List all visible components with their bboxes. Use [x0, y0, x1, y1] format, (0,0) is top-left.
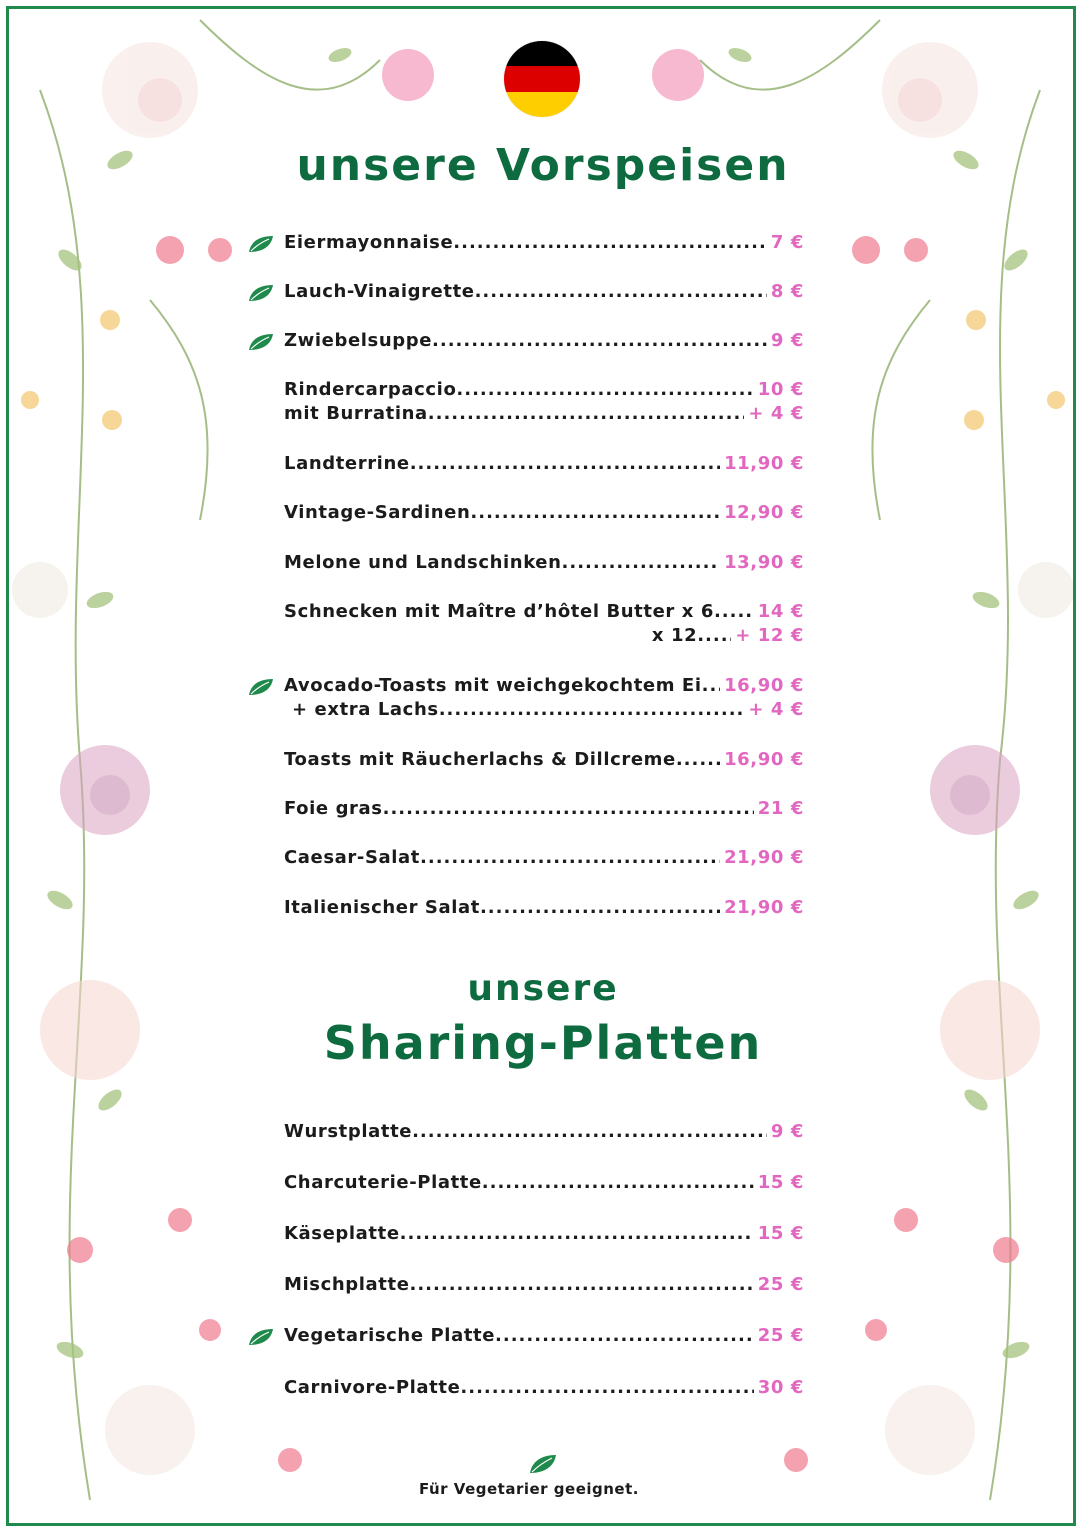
flag-stripe-red — [504, 66, 580, 91]
item-price: 15 € — [757, 1223, 804, 1244]
dot-leader — [470, 502, 720, 523]
item-name: Avocado-Toasts mit weichgekochtem Ei — [284, 675, 702, 696]
dot-leader — [439, 699, 745, 720]
item-price: 8 € — [770, 281, 804, 302]
starter-menu-item — [292, 699, 804, 721]
item-price: 25 € — [757, 1325, 804, 1346]
item-name: + extra Lachs — [292, 699, 439, 720]
item-name: Landterrine — [284, 453, 410, 474]
item-price: 25 € — [757, 1274, 804, 1295]
item-price: 15 € — [757, 1172, 804, 1193]
platter-menu-item — [284, 1325, 804, 1347]
dot-leader — [410, 453, 720, 474]
item-name: x 12 — [651, 625, 698, 646]
dot-leader — [420, 847, 720, 868]
vegetarian-leaf-icon — [247, 283, 275, 303]
item-price: 9 € — [770, 330, 804, 351]
item-name: Italienischer Salat — [284, 897, 480, 918]
german-flag-icon[interactable] — [504, 41, 580, 117]
dot-leader — [714, 601, 754, 622]
item-price: + 4 € — [748, 403, 804, 424]
item-price: 21,90 € — [724, 897, 804, 918]
dot-leader — [412, 1121, 767, 1142]
platter-menu-item — [284, 1172, 804, 1194]
platter-menu-item — [284, 1223, 804, 1245]
platter-menu-item — [284, 1121, 804, 1143]
item-price: 16,90 € — [724, 749, 804, 770]
dot-leader — [697, 625, 731, 646]
vegetarian-leaf-icon — [247, 234, 275, 254]
starter-menu-item — [284, 232, 804, 254]
starter-menu-item — [284, 798, 804, 820]
item-name: Zwiebelsuppe — [284, 330, 433, 351]
item-name: Schnecken mit Maître d’hôtel Butter x 6 — [284, 601, 714, 622]
vegetarian-leaf-icon — [247, 1327, 275, 1347]
item-price: 10 € — [757, 379, 804, 400]
dot-leader — [676, 749, 720, 770]
starter-menu-item — [284, 552, 804, 574]
starter-menu-item — [284, 601, 804, 623]
item-name: Caesar-Salat — [284, 847, 421, 868]
item-price: + 4 € — [748, 699, 804, 720]
item-name: Toasts mit Räucherlachs & Dillcreme — [284, 749, 676, 770]
starter-menu-item — [284, 749, 804, 771]
starter-menu-item — [284, 403, 804, 425]
item-price: 16,90 € — [724, 675, 804, 696]
dot-leader — [383, 798, 754, 819]
item-price: 9 € — [770, 1121, 804, 1142]
item-name: mit Burratina — [284, 403, 428, 424]
starter-menu-item — [284, 281, 804, 303]
vegetarian-legend: Für Vegetarier geeignet. — [419, 1480, 639, 1498]
starter-menu-item — [284, 330, 804, 352]
vegetarian-leaf-icon — [528, 1453, 558, 1475]
dot-leader — [460, 1377, 753, 1398]
item-price: 11,90 € — [724, 453, 804, 474]
item-price: 7 € — [770, 232, 804, 253]
sharing-heading-line1: unsere — [467, 968, 619, 1009]
starter-menu-item — [284, 453, 804, 475]
dot-leader — [562, 552, 721, 573]
dot-leader — [428, 403, 745, 424]
item-name: Charcuterie-Platte — [284, 1172, 482, 1193]
platter-menu-item — [284, 1377, 804, 1399]
item-name: Melone und Landschinken — [284, 552, 562, 573]
item-name: Lauch-Vinaigrette — [284, 281, 475, 302]
dot-leader — [482, 1172, 754, 1193]
dot-leader — [495, 1325, 754, 1346]
item-price: 21 € — [757, 798, 804, 819]
item-price: 12,90 € — [724, 502, 804, 523]
platter-menu-item — [284, 1274, 804, 1296]
starter-menu-item — [284, 675, 804, 697]
item-name: Foie gras — [284, 798, 383, 819]
starters-heading: unsere Vorspeisen — [296, 140, 790, 191]
item-name: Eiermayonnaise — [284, 232, 454, 253]
item-name: Vegetarische Platte — [284, 1325, 496, 1346]
item-name: Vintage-Sardinen — [284, 502, 471, 523]
item-name: Käseplatte — [284, 1223, 400, 1244]
item-price: 21,90 € — [724, 847, 804, 868]
item-price: + 12 € — [735, 625, 804, 646]
item-price: 13,90 € — [724, 552, 804, 573]
item-name: Carnivore-Platte — [284, 1377, 461, 1398]
starter-menu-item — [284, 379, 804, 401]
dot-leader — [702, 675, 720, 696]
dot-leader — [475, 281, 767, 302]
dot-leader — [456, 379, 753, 400]
starter-menu-item — [284, 502, 804, 524]
item-name: Rindercarpaccio — [284, 379, 457, 400]
starter-menu-item — [284, 847, 804, 869]
item-price: 30 € — [757, 1377, 804, 1398]
item-name: Mischplatte — [284, 1274, 410, 1295]
starter-menu-item — [284, 897, 804, 919]
item-price: 14 € — [757, 601, 804, 622]
item-name: Wurstplatte — [284, 1121, 413, 1142]
dot-leader — [400, 1223, 754, 1244]
dot-leader — [453, 232, 767, 253]
dot-leader — [410, 1274, 754, 1295]
sharing-heading-line2: Sharing-Platten — [323, 1016, 763, 1070]
vegetarian-leaf-icon — [247, 677, 275, 697]
starter-menu-item — [284, 625, 804, 647]
dot-leader — [480, 897, 720, 918]
vegetarian-leaf-icon — [247, 332, 275, 352]
dot-leader — [432, 330, 767, 351]
